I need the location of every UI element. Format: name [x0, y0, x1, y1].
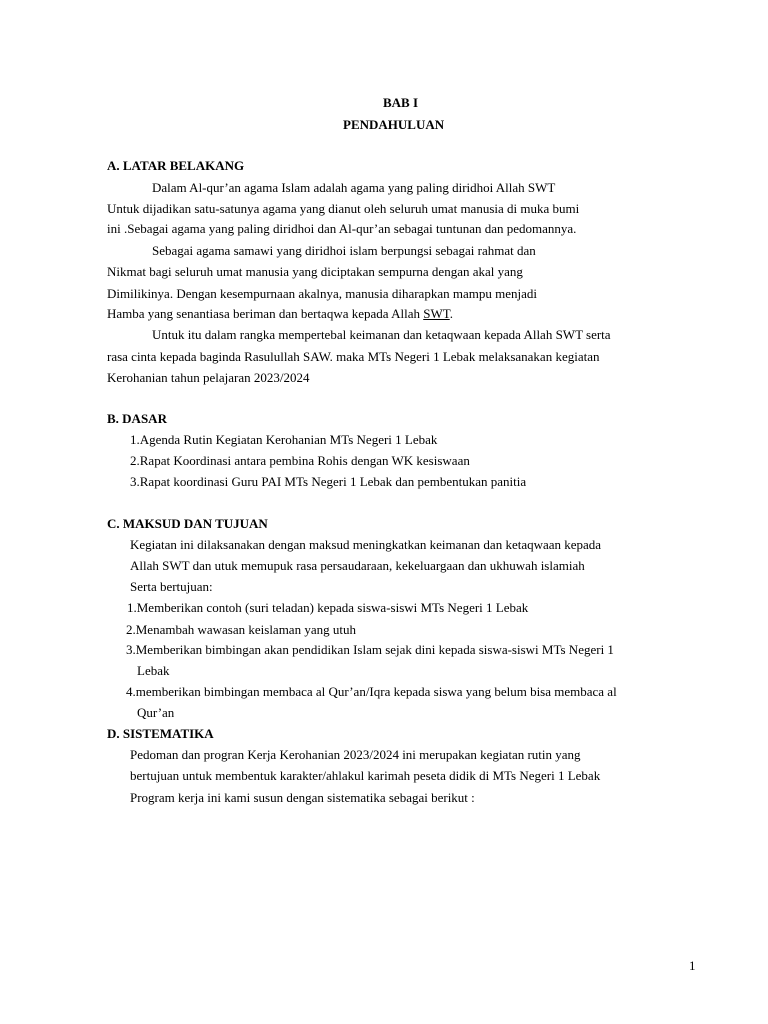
- list-item: 2.Rapat Koordinasi antara pembina Rohis dengan WK kesiswaan: [130, 453, 470, 468]
- paragraph-text: Hamba yang senantiasa beriman dan bertaqwa kepada Allah: [107, 306, 424, 321]
- chapter-number: BAB I: [383, 95, 419, 110]
- chapter-title: PENDAHULUAN: [343, 117, 445, 132]
- paragraph-line: Program kerja ini kami susun dengan sistematika sebagai berikut :: [130, 790, 475, 805]
- paragraph-line: Serta bertujuan:: [130, 579, 213, 594]
- paragraph-text: .: [449, 306, 453, 321]
- list-item: 1.Agenda Rutin Kegiatan Kerohanian MTs Negeri 1 Lebak: [130, 432, 438, 447]
- paragraph-line: Dalam Al-qur’an agama Islam adalah agama yang paling diridhoi Allah SWT: [152, 180, 556, 195]
- section-a-heading: A. LATAR BELAKANG: [107, 158, 245, 173]
- paragraph-line: [107, 306, 453, 322]
- paragraph-line: rasa cinta kepada baginda Rasulullah SAW. maka MTs Negeri 1 Lebak melaksanakan kegiatan: [107, 349, 600, 364]
- list-item-continuation: Qur’an: [137, 705, 175, 720]
- underlined-text: SWT: [423, 306, 450, 321]
- section-d-heading: D. SISTEMATIKA: [107, 726, 214, 741]
- page-number: 1: [689, 958, 696, 973]
- list-item: 3.Memberikan bimbingan akan pendidikan Islam sejak dini kepada siswa-siswi MTs Negeri 1: [126, 642, 614, 657]
- list-item: 3.Rapat koordinasi Guru PAI MTs Negeri 1 Lebak dan pembentukan panitia: [130, 474, 527, 489]
- section-b-heading: B. DASAR: [107, 411, 167, 426]
- section-c-heading: C. MAKSUD DAN TUJUAN: [107, 516, 268, 531]
- paragraph-line: Untuk dijadikan satu-satunya agama yang dianut oleh seluruh umat manusia di muka bumi: [107, 201, 580, 216]
- paragraph-line: Allah SWT dan utuk memupuk rasa persaudaraan, kekeluargaan dan ukhuwah islamiah: [130, 558, 585, 573]
- paragraph-line: Pedoman dan progran Kerja Kerohanian 2023/2024 ini merupakan kegiatan rutin yang: [130, 747, 581, 762]
- paragraph-line: ini .Sebagai agama yang paling diridhoi dan Al-qur’an sebagai tuntunan dan pedomannya.: [107, 221, 577, 236]
- paragraph-line: Kerohanian tahun pelajaran 2023/2024: [107, 370, 310, 385]
- paragraph-line: Nikmat bagi seluruh umat manusia yang diciptakan sempurna dengan akal yang: [107, 264, 523, 279]
- list-item: 4.memberikan bimbingan membaca al Qur’an/Iqra kepada siswa yang belum bisa membaca al: [126, 684, 617, 699]
- paragraph-line: Sebagai agama samawi yang diridhoi islam berpungsi sebagai rahmat dan: [152, 243, 536, 258]
- paragraph-line: Dimilikinya. Dengan kesempurnaan akalnya, manusia diharapkan mampu menjadi: [107, 286, 537, 301]
- list-item: 1.Memberikan contoh (suri teladan) kepada siswa-siswi MTs Negeri 1 Lebak: [127, 600, 529, 615]
- paragraph-line: bertujuan untuk membentuk karakter/ahlakul karimah peseta didik di MTs Negeri 1 Lebak: [130, 768, 601, 783]
- list-item-continuation: Lebak: [137, 663, 170, 678]
- paragraph-line: Kegiatan ini dilaksanakan dengan maksud meningkatkan keimanan dan ketaqwaan kepada: [130, 537, 602, 552]
- list-item: 2.Menambah wawasan keislaman yang utuh: [126, 622, 356, 637]
- paragraph-line: Untuk itu dalam rangka mempertebal keimanan dan ketaqwaan kepada Allah SWT serta: [152, 327, 611, 342]
